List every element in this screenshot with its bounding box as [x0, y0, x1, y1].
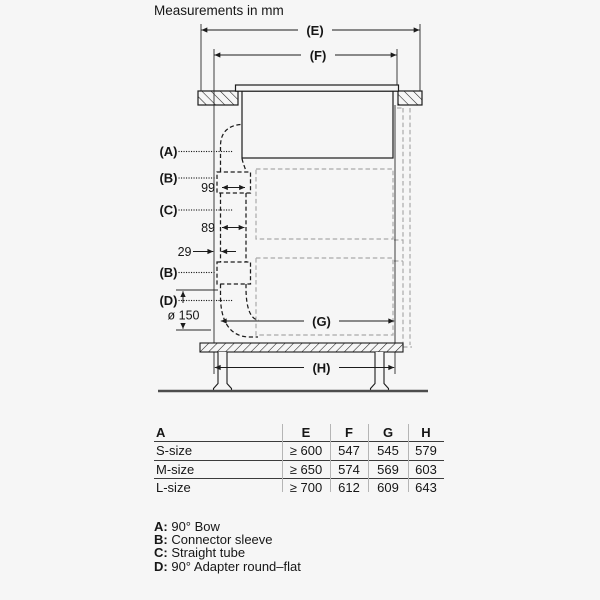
part-b2-label: (B) — [159, 265, 178, 280]
part-c-label: (C) — [159, 202, 178, 218]
dim-e-label: (E) — [306, 22, 324, 38]
connector-sleeve-b1 — [217, 172, 251, 193]
part-b1-label: (B) — [159, 170, 178, 186]
table-cell: 612 — [338, 480, 360, 496]
table-cell: S-size — [156, 443, 193, 459]
col-header-f: F — [345, 424, 353, 440]
table-cell: 603 — [415, 461, 437, 477]
hob-body — [242, 91, 393, 158]
upper-drawer — [256, 169, 393, 239]
column-separator — [408, 424, 409, 492]
table-row-m-size — [154, 461, 444, 480]
table-cell: ≥ 600 — [289, 443, 323, 459]
measure-89 — [201, 221, 244, 235]
measure-89-label: 89 — [201, 221, 215, 235]
column-separator — [330, 424, 331, 492]
bow-elbow-a-outer — [242, 159, 246, 172]
size-table — [154, 423, 444, 497]
page-title: Measurements in mm — [154, 3, 284, 18]
adapter-d-inner — [246, 284, 259, 320]
legend-item-b: B: Connector sleeve — [154, 532, 273, 548]
measure-150-label: ø 150 — [167, 308, 200, 323]
legend-item-c: C: Straight tube — [154, 545, 246, 561]
hob-top-plate — [236, 85, 399, 91]
col-header-h: H — [421, 424, 431, 440]
col-header-a: A — [156, 424, 166, 440]
countertop-left — [198, 91, 238, 105]
table-cell: 574 — [338, 461, 360, 477]
countertop-right — [398, 91, 422, 105]
table-cell: ≥ 650 — [289, 461, 323, 477]
col-header-e: E — [301, 424, 311, 440]
table-header-row — [154, 423, 444, 442]
column-separator — [282, 424, 283, 492]
adapter-d-outer — [221, 284, 259, 337]
table-cell: 547 — [338, 443, 360, 459]
part-d-label: (D) — [159, 293, 178, 308]
table-cell: 609 — [377, 480, 399, 496]
table-cell: M-size — [156, 461, 195, 477]
parts-legend — [154, 520, 301, 573]
table-cell: ≥ 700 — [289, 480, 323, 496]
dim-f-label: (F) — [309, 47, 327, 63]
dim-g — [221, 313, 394, 329]
dim-g-label: (G) — [312, 313, 331, 329]
column-separator — [368, 424, 369, 492]
table-row-s-size — [154, 442, 444, 461]
connector-sleeve-b2 — [217, 262, 251, 284]
legend-item-d: D: 90° Adapter round–flat — [154, 558, 301, 574]
left-leg — [214, 352, 232, 391]
dim-h-label: (H) — [312, 360, 331, 376]
hob-unit — [198, 85, 422, 158]
measure-99-label: 99 — [201, 181, 215, 195]
plinth — [200, 343, 403, 352]
bow-elbow-a — [221, 125, 241, 172]
col-header-g: G — [382, 424, 394, 440]
table-row-l-size — [154, 479, 444, 497]
legend-item-a: A: 90° Bow — [154, 519, 220, 534]
table-cell: 643 — [415, 480, 437, 496]
table-cell: 569 — [377, 461, 399, 477]
right-leg — [371, 352, 389, 391]
measure-29 — [178, 245, 236, 259]
table-cell: 545 — [377, 443, 399, 459]
table-cell: 579 — [415, 443, 437, 459]
part-a-label: (A) — [159, 144, 178, 159]
dim-h — [215, 360, 394, 376]
table-cell: L-size — [156, 480, 191, 496]
measure-29-label: 29 — [177, 245, 192, 259]
